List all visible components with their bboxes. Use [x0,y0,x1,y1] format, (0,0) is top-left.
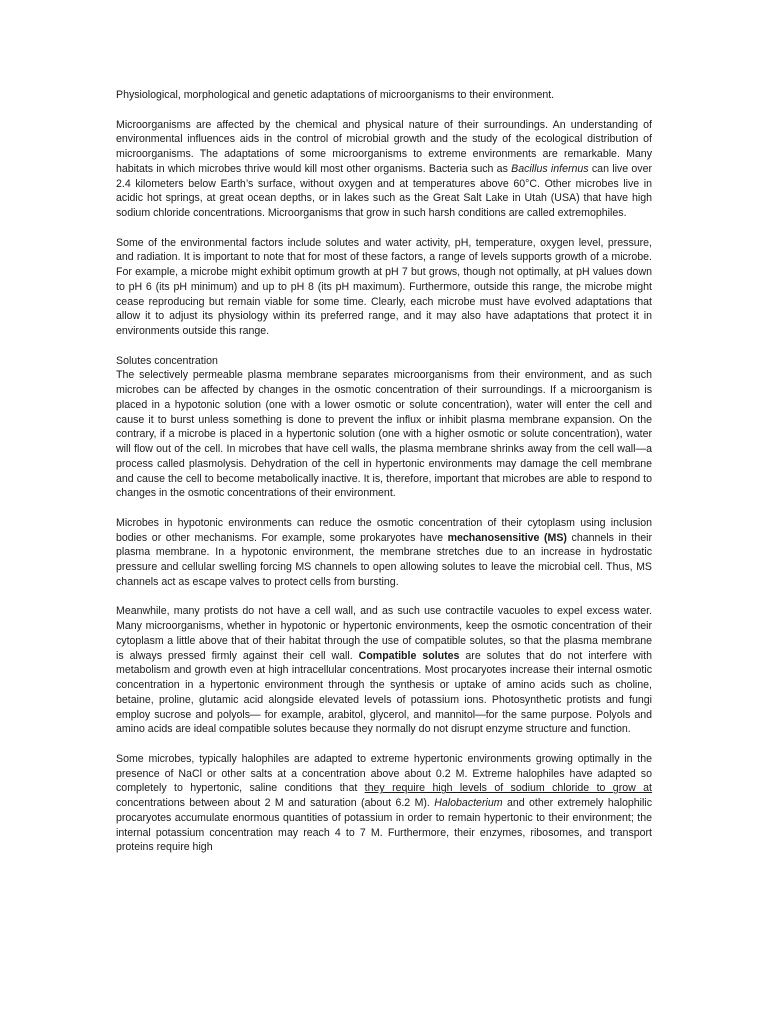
document-body [116,88,652,855]
paragraph-halophiles [116,752,652,855]
bold-term: Compatible solutes [358,649,460,662]
bold-term: mechanosensitive (MS) [447,531,567,544]
paragraph-compatible-solutes [116,604,652,737]
document-title: Physiological, morphological and genetic adaptations of microorganisms to their environment. [116,89,555,101]
paragraph-text: channels in their plasma membrane. In a hypotonic environment, the membrane stretches due to an increase in hydrostatic pressure and cellular swelling forcing MS channels to open allowing solutes to leave the microbial cell. Thus, MS channels act as escape valves to protect cells from bursting. [116,531,652,588]
underlined-text: they require high levels of sodium chloride to grow at [364,782,652,795]
species-name: Halobacterium [434,797,503,809]
paragraph-text: Some microbes, typically halophiles are adapted to extreme hypertonic environments growing optimally in the presence of NaCl or other salts at a concentration above about 0.2 M. Extreme halophiles have adapted so completely to hypertonic, saline conditions that [116,752,652,795]
section-heading: Solutes concentration [116,354,218,367]
species-name: Bacillus infernus [511,162,589,175]
paragraph-text: and other extremely halophilic procaryotes accumulate enormous quantities of potassium in order to remain hypertonic to their environment; the internal potassium concentration may reach 4 to 7 M. Furthermore, their enzymes, ribosomes, and transport proteins require high [116,797,652,854]
paragraph-text: Meanwhile, many protists do not have a cell wall, and as such use contractile vacuoles to expel excess water. Many microorganisms, whether in hypotonic or hypertonic environments, keep the osmotic concentration of their cytoplasm a little above that of their habitat through the use of compatible solutes, so that the plasma membrane is always pressed firmly against their cell wall. [116,605,652,662]
paragraph-text: Microbes in hypotonic environments can reduce the osmotic concentration of their cytoplasm using inclusion bodies or other mechanisms. For example, some prokaryotes have [116,516,652,544]
paragraph-extremophiles [116,118,652,221]
paragraph-text: Microorganisms are affected by the chemical and physical nature of their surroundings. An understanding of environmental influences aids in the control of microbial growth and the study of the ecological distribution of microorganisms. The adaptations of some microorganisms to extreme environments are remarkable. Many habitats in which microbes thrive would kill most other organisms. Bacteria such as [116,118,652,175]
paragraph-text: can live over 2.4 kilometers below Earth’s surface, without oxygen and at temperatures above 60°C. Other microbes live in acidic hot springs, at great ocean depths, or in lakes such as the Great Salt Lake in Utah (USA) that have high sodium chloride concentrations. Microorganisms that grow in such harsh conditions are called extremophiles. [116,162,652,219]
paragraph-hypotonic [116,516,652,590]
paragraph-osmotic: The selectively permeable plasma membrane separates microorganisms from their environment, and as such microbes can be affected by changes in the osmotic concentration of their surroundings. If a microorganism is placed in a hypotonic solution (one with a lower osmotic or solute concentration), water will enter the cell and cause it to burst unless something is done to prevent the influx or inhibit plasma membrane expansion. On the contrary, if a microbe is placed in a hypertonic solution (one with a higher osmotic or solute concentration), water will flow out of the cell. In microbes that have cell walls, the plasma membrane shrinks away from the cell wall—a process called plasmolysis. Dehydration of the cell in hypertonic environments may damage the cell membrane and cause the cell to become metabolically inactive. It is, therefore, important that microbes are able to respond to changes in the osmotic concentrations of their environment. [116,369,652,500]
paragraph-text: concentrations between about 2 M and saturation (about 6.2 M). [116,797,435,809]
paragraph-environmental-factors: Some of the environmental factors include solutes and water activity, pH, temperature, oxygen level, pressure, and radiation. It is important to note that for most of these factors, a range of levels supports growth of a microbe. For example, a microbe might exhibit optimum growth at pH 7 but grows, though not optimally, at pH values down to pH 6 (its pH minimum) and up to pH 8 (its pH maximum). Furthermore, outside this range, the microbe might cease reproducing but remain viable for some time. Clearly, each microbe must have evolved adaptations that allow it to adjust its physiology within its preferred range, and it may also have adaptations that protect it in environments outside this range. [116,236,652,337]
paragraph-text: are solutes that do not interfere with metabolism and growth even at high intracellular concentrations. Most procaryotes increase their internal osmotic concentration in a hypertonic environment through the synthesis or uptake of amino acids such as choline, betaine, proline, glutamic acid alongside elevated levels of potassium ions. Photosynthetic protists and fungi employ sucrose and polyols— for example, arabitol, glycerol, and mannitol—for the same purpose. Polyols and amino acids are ideal compatible solutes because they normally do not disrupt enzyme structure and function. [116,649,652,736]
